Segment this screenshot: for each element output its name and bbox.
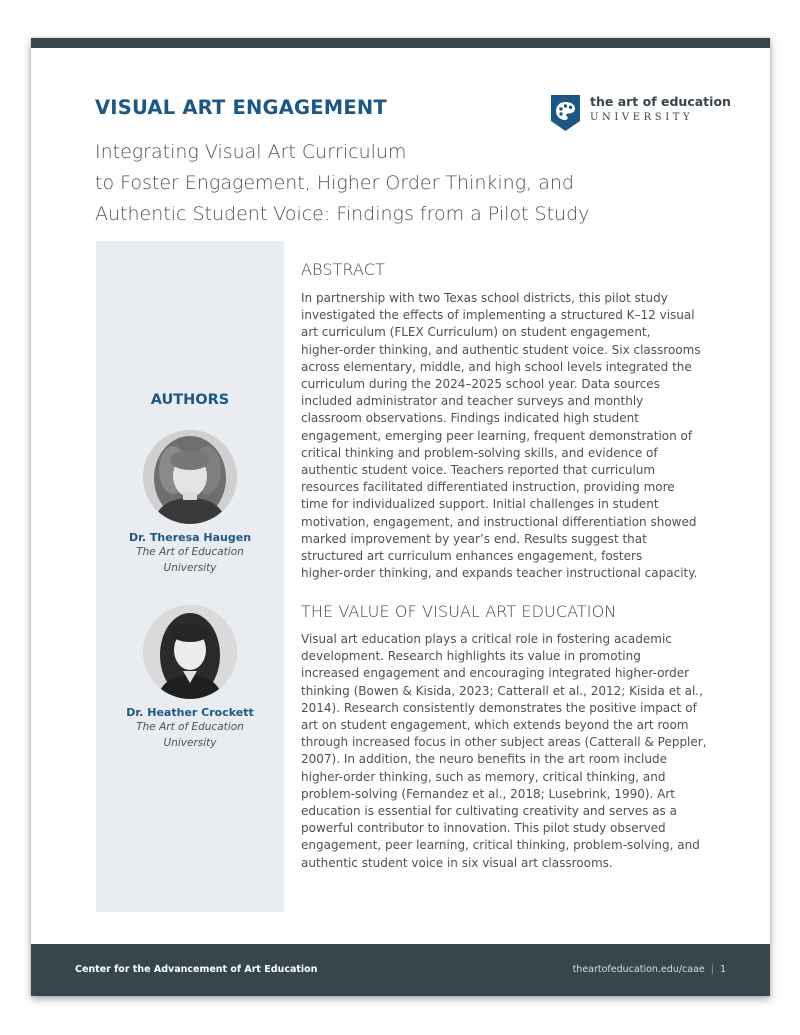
footer-url-link[interactable]: theartofeducation.edu/caae <box>572 964 705 975</box>
text-line: marked improvement by year’s end. Results suggest that <box>301 531 647 546</box>
text-line: authentic student voice in six visual art classrooms. <box>301 855 613 870</box>
text-line: powerful contributor to innovation. This pilot study observed <box>301 821 666 836</box>
affiliation-line: University <box>163 736 217 749</box>
abstract-body <box>301 290 721 582</box>
text-line: authentic student voice. Teachers reported that curriculum <box>301 463 656 478</box>
text-line: through increased focus in other subject areas (Catterall & Peppler, <box>301 735 707 750</box>
text-line: structured art curriculum enhances engagement, fosters <box>301 549 643 564</box>
author-name: Dr. Heather Crockett <box>126 706 254 719</box>
subtitle-line: to Foster Engagement, Higher Order Thinking, and <box>95 172 574 194</box>
text-line: higher-order thinking, and expands teacher instructional capacity. <box>301 566 698 581</box>
text-line: higher-order thinking, such as memory, critical thinking, and <box>301 769 666 784</box>
author-name: Dr. Theresa Haugen <box>128 531 252 544</box>
text-line: In partnership with two Texas school districts, this pilot study <box>301 291 668 305</box>
author-photo <box>143 605 237 699</box>
author-affiliation <box>116 720 264 751</box>
document-subtitle <box>95 137 695 230</box>
text-line: investigated the effects of implementing a structured K–12 visual <box>301 308 695 323</box>
palette-shield-icon <box>550 94 581 132</box>
subtitle-line: Integrating Visual Art Curriculum <box>95 141 407 163</box>
footer-separator: | <box>710 964 714 975</box>
text-line: classroom observations. Findings indicated high student <box>301 411 639 426</box>
text-line: problem-solving (Fernandez et al., 2018; Lusebrink, 1990). Art <box>301 786 676 801</box>
affiliation-line: The Art of Education <box>136 721 244 733</box>
abstract-title: ABSTRACT <box>301 260 385 279</box>
text-line: included administrator and teacher surveys and monthly <box>301 394 644 409</box>
text-line: 2014). Research consistently demonstrates the positive impact of <box>301 700 697 715</box>
subtitle-line: Authentic Student Voice: Findings from a Pilot Study <box>95 203 590 225</box>
text-line: Visual art education plays a critical role in fostering academic <box>301 632 672 646</box>
text-line: education is essential for cultivating creativity and serves as a <box>301 804 677 819</box>
text-line: 2007). In addition, the neuro benefits in the art room include <box>301 752 667 767</box>
text-line: engagement, emerging peer learning, frequent demonstration of <box>301 428 693 443</box>
aoeu-logo <box>550 94 730 134</box>
text-line: across elementary, middle, and high school levels integrated the <box>301 359 692 374</box>
text-line: motivation, engagement, and instructional differentiation showed <box>301 514 697 529</box>
authors-sidebar <box>96 241 284 912</box>
author-photo <box>143 430 237 524</box>
text-line: resources facilitated differentiated instruction, providing more <box>301 480 675 495</box>
affiliation-line: University <box>163 561 217 574</box>
value-section-title: THE VALUE OF VISUAL ART EDUCATION <box>301 602 617 621</box>
authors-heading: AUTHORS <box>150 392 230 408</box>
document-heading: VISUAL ART ENGAGEMENT <box>95 96 387 119</box>
top-accent-bar <box>31 38 770 48</box>
page-footer <box>31 944 770 996</box>
page-number: 1 <box>719 964 726 975</box>
value-section-body <box>301 631 721 872</box>
footer-org-name: Center for the Advancement of Art Education <box>75 964 318 975</box>
author-affiliation <box>116 545 264 576</box>
text-line: development. Research highlights its value in promoting <box>301 649 641 664</box>
affiliation-line: The Art of Education <box>136 546 244 558</box>
text-line: art on student engagement, which extends beyond the art room <box>301 718 689 733</box>
text-line: higher-order thinking, and authentic student voice. Six classrooms <box>301 342 701 357</box>
logo-subtext: UNIVERSITY <box>590 112 694 123</box>
document-page <box>31 38 770 996</box>
text-line: engagement, peer learning, critical thinking, problem-solving, and <box>301 838 700 853</box>
text-line: art curriculum (FLEX Curriculum) on student engagement, <box>301 325 651 340</box>
footer-meta <box>573 964 726 975</box>
text-line: critical thinking and problem-solving skills, and evidence of <box>301 445 658 460</box>
logo-wordmark: the art of education <box>590 94 731 109</box>
text-line: time for individualized support. Initial challenges in student <box>301 497 659 512</box>
text-line: curriculum during the 2024–2025 school year. Data sources <box>301 377 660 392</box>
text-line: thinking (Bowen & Kisida, 2023; Catterall et al., 2012; Kisida et al., <box>301 683 703 698</box>
text-line: increased engagement and encouraging integrated higher-order <box>301 666 690 681</box>
